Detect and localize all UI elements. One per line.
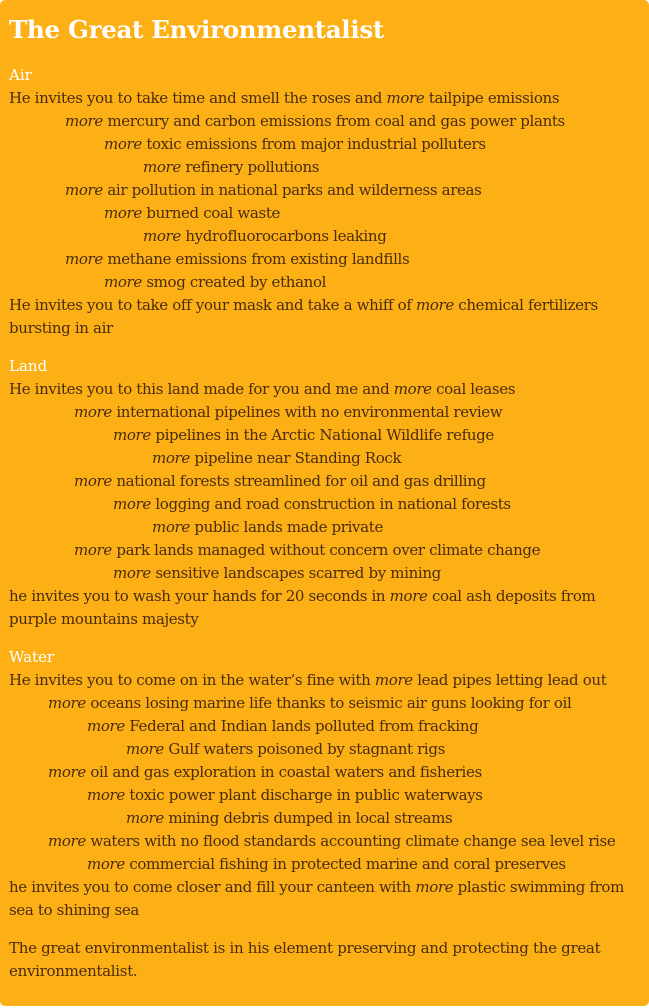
poem-line: more sensitive landscapes scarred by mining [113, 564, 441, 582]
poem-line: more burned coal waste [104, 204, 281, 222]
poem-line: more oil and gas exploration in coastal waters and fisheries [48, 763, 482, 781]
poem-line: more methane emissions from existing landfills [65, 250, 410, 268]
section-heading-water: Water [9, 648, 55, 666]
poem-line: more refinery pollutions [143, 158, 320, 176]
poem-line: more smog created by ethanol [104, 273, 327, 291]
poem-line: more pipeline near Standing Rock [152, 449, 402, 467]
poem-line: more pipelines in the Arctic National Wildlife refuge [113, 426, 494, 444]
poem-line: more commercial fishing in protected marine and coral preserves [87, 855, 566, 873]
poem-line: more mercury and carbon emissions from coal and gas power plants [65, 112, 565, 130]
section-heading-land: Land [9, 357, 48, 375]
poem-line: more hydrofluorocarbons leaking [143, 227, 387, 245]
poem-line: He invites you to take off your mask and take a whiff of more chemical fertilizers bursting in air [9, 296, 598, 337]
poem-line: more Gulf waters poisoned by stagnant rigs [126, 740, 445, 758]
section-land [9, 355, 641, 631]
poem-line: more logging and road construction in national forests [113, 495, 511, 513]
closing-line: The great environmentalist is in his element preserving and protecting the great environmentalist. [9, 939, 601, 980]
poem-line: he invites you to come closer and fill your canteen with more plastic swimming from sea to shining sea [9, 878, 624, 919]
poem-line: more park lands managed without concern over climate change [74, 541, 541, 559]
poem-line: more waters with no flood standards accounting climate change sea level rise [48, 832, 616, 850]
poem-line: more public lands made private [152, 518, 383, 536]
poem-line: more air pollution in national parks and wilderness areas [65, 181, 482, 199]
poem-line: more toxic emissions from major industrial polluters [104, 135, 486, 153]
poem-line: more mining debris dumped in local streams [126, 809, 453, 827]
poem-line: He invites you to take time and smell the roses and more tailpipe emissions [9, 89, 560, 107]
section-water [9, 646, 641, 922]
poem-line: more oceans losing marine life thanks to seismic air guns looking for oil [48, 694, 572, 712]
poem-line: he invites you to wash your hands for 20 seconds in more coal ash deposits from purple mountains majesty [9, 587, 596, 628]
section-heading-air: Air [9, 66, 32, 84]
poem-line: more Federal and Indian lands polluted from fracking [87, 717, 479, 735]
poem-line: more national forests streamlined for oil and gas drilling [74, 472, 486, 490]
poem-line: He invites you to come on in the water’s fine with more lead pipes letting lead out [9, 671, 607, 689]
poem-line: more international pipelines with no environmental review [74, 403, 503, 421]
section-air [9, 64, 641, 340]
page-title: The Great Environmentalist [9, 15, 384, 44]
poem-line: He invites you to this land made for you and me and more coal leases [9, 380, 516, 398]
poem-line: more toxic power plant discharge in public waterways [87, 786, 483, 804]
